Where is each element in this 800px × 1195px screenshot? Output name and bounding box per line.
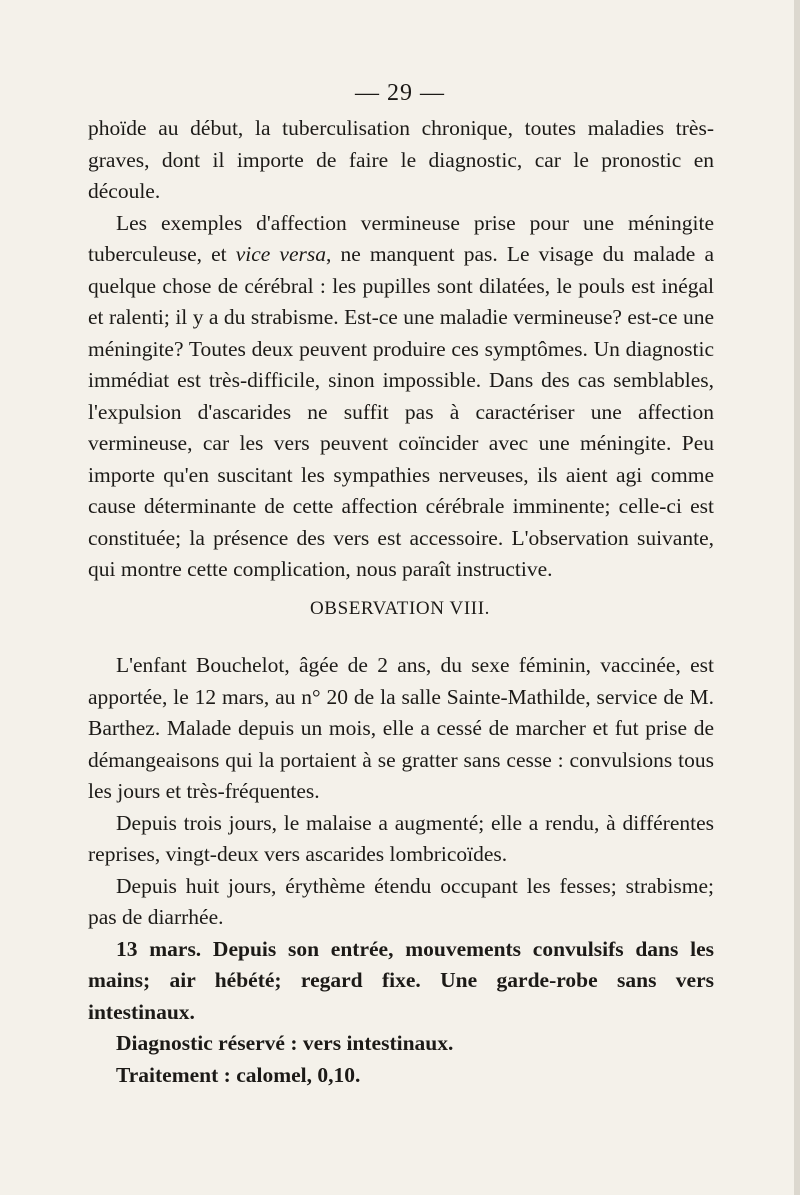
- observation-text: [88, 650, 714, 1091]
- observation-title: OBSERVATION VIII.: [309, 598, 491, 619]
- diagnostic-line: Diagnostic réservé : vers intestinaux.: [116, 1031, 454, 1055]
- main-text: [88, 113, 714, 586]
- observation-paragraph: Depuis trois jours, le malaise a augmenté; elle a rendu, à différentes reprises, vingt-deux vers ascarides lombricoïdes.: [88, 810, 714, 866]
- paragraph-text-start: Les exemples d'affection vermineuse prise pour une méningite tuberculeuse, et: [88, 210, 714, 266]
- observation-paragraph: 13 mars. Depuis son entrée, mouvements convulsifs dans les mains; air hébété; regard fixe. Une garde-robe sans vers intestinaux.: [88, 936, 714, 1024]
- intro-paragraph: phoïde au début, la tuberculisation chronique, toutes maladies très-graves, dont il importe de faire le diagnostic, car le pronostic en découle.: [88, 116, 714, 203]
- paragraph-affection-vermineuse: [88, 208, 714, 586]
- page-number: — 29 —: [355, 80, 445, 106]
- paragraph-text-end: , ne manquent pas. Le visage du malade a quelque chose de cérébral : les pupilles sont dilatées, le pouls est inégal et ralenti; il y a du strabisme. Est-ce une maladie vermineuse? est-ce une méningite? Toutes deux peuvent produire ces symptômes. Un diagnostic immédiat est très-difficile, sinon impossible. Dans des cas semblables, l'expulsion d'ascarides ne suffit pas à caractériser une affection vermineuse, car les vers peuvent coïncider avec une méningite. Peu importe qu'en suscitant les sympathies nerveuses, ils aient agi comme cause déterminante de cette affection cérébrale imminente; celle-ci est constituée; la présence des vers est accessoire. L'observation suivante, qui montre cette complication, nous paraît instructive.: [88, 242, 714, 581]
- traitement-line: Traitement : calomel, 0,10.: [116, 1062, 361, 1087]
- observation-paragraph: Depuis huit jours, érythème étendu occupant les fesses; strabisme; pas de diarrhée.: [88, 873, 714, 929]
- observation-paragraph: L'enfant Bouchelot, âgée de 2 ans, du sexe féminin, vaccinée, est apportée, le 12 mars, au n° 20 de la salle Sainte-Mathilde, service de M. Barthez. Malade depuis un mois, elle a cessé de marcher et fut prise de démangeaisons qui la portaient à se gratter sans cesse : convulsions tous les jours et très-fréquentes.: [88, 653, 714, 803]
- italic-phrase: vice versa: [235, 242, 327, 266]
